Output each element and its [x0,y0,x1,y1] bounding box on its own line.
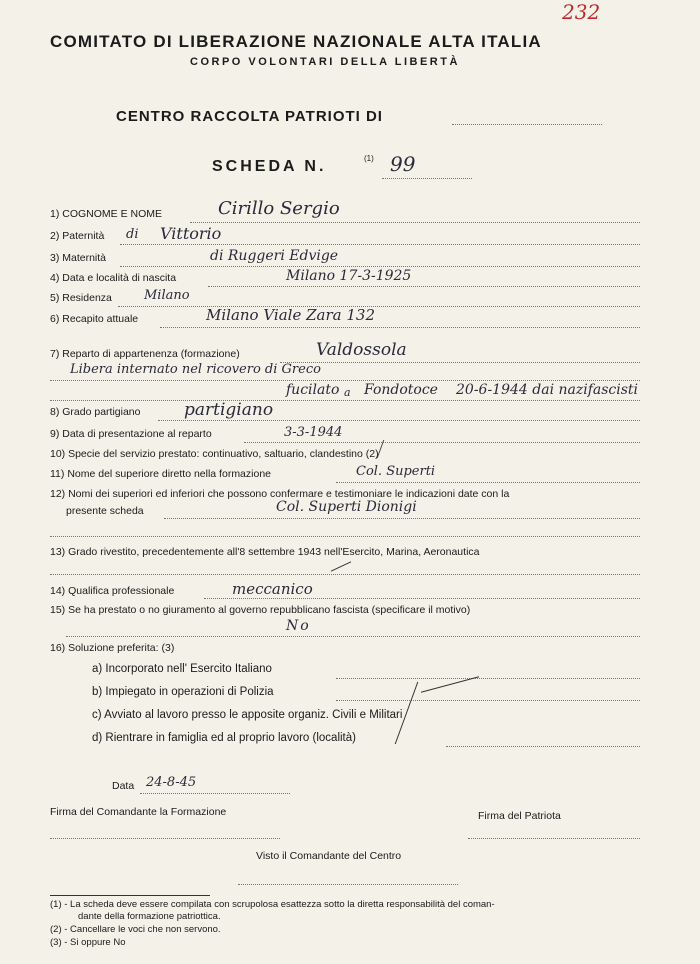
header-title: COMITATO DI LIBERAZIONE NAZIONALE ALTA ITALIA [50,32,542,51]
date-label: Data [112,780,135,792]
field-16-label: 16) Soluzione preferita: (3) [50,642,175,654]
field-7-value: Valdossola [316,340,407,360]
field-13-label: 13) Grado rivestito, precedentemente all'8 settembre 1943 nell'Esercito, Marina, Aeronautica [50,546,480,558]
field-1-label: 1) COGNOME E NOME [50,208,163,220]
field-11-value: Col. Superti [356,464,436,479]
field-14-label: 14) Qualifica professionale [50,585,175,597]
field-14-line [204,598,640,599]
archive-number: 232 [562,0,601,24]
field-5-label: 5) Residenza [50,292,112,304]
field-6-label: 6) Recapito attuale [50,313,139,325]
field-4-value: Milano 17-3-1925 [286,268,412,284]
visto-label: Visto il Comandante del Centro [256,850,402,862]
field-7-label: 7) Reparto di appartenenza (formazione) [50,348,240,360]
field-12-line [164,518,640,519]
field-11-line [336,482,640,483]
field-4-line [208,286,640,287]
field-10-label: 10) Specie del servizio prestato: continuativo, saltuario, clandestino (2) [50,448,379,460]
footnote-2: (2) - Cancellare le voci che non servono. [50,924,221,935]
field-15-line [66,636,640,637]
footnote-rule [50,895,210,896]
option-d-line [446,746,640,747]
option-b-line [336,700,640,701]
field-12-label2: presente scheda [66,505,144,517]
field-5-line [118,306,640,307]
field-5-value: Milano [144,288,190,303]
option-a-line [336,678,640,679]
field-9-line [244,442,640,443]
field-12-value: Col. Superti Dionigi [276,499,417,515]
scheda-label: SCHEDA N. [212,158,327,175]
header-subtitle: CORPO VOLONTARI DELLA LIBERTÀ [190,56,460,68]
signature-patriota-line [468,838,640,839]
option-c: c) Avviato al lavoro presso le apposite organiz. Civili e Militari [92,709,403,721]
field-12-label: 12) Nomi dei superiori ed inferiori che possono confermare e testimoniare le indicazioni date con la [50,488,510,500]
field-7-line2: Libera internato nel ricovero di Greco [70,362,321,377]
field-2-prefix: di [126,227,139,242]
field-8-value: partigiano [184,400,274,420]
field-7-line2-rule [50,380,640,381]
dash-mark [331,561,351,571]
field-6-line [160,327,640,328]
field-9-label: 9) Data di presentazione al reparto [50,428,212,440]
visto-line [238,884,458,885]
footnote-1: (1) - La scheda deve essere compilata con scrupolosa esattezza sotto la diretta responsabilità del coman- [50,899,495,910]
option-b: b) Impiegato in operazioni di Polizia [92,686,274,698]
field-4-label: 4) Data e località di nascita [50,272,177,284]
field-8-label: 8) Grado partigiano [50,406,141,418]
field-7-line [280,362,640,363]
centro-line [452,124,602,125]
date-value: 24-8-45 [146,775,197,790]
strike-mark [377,440,411,458]
signature-comandante-line [50,838,280,839]
field-15-label: 15) Se ha prestato o no giuramento al governo repubblicano fascista (specificare il motivo) [50,604,471,616]
date-line [140,793,290,794]
field-3-line [120,266,640,267]
field-2-label: 2) Paternità [50,230,105,242]
field-3-label: 3) Maternità [50,252,107,264]
field-1-value: Cirillo Sergio [218,198,340,219]
centro-label: CENTRO RACCOLTA PATRIOTI DI [116,108,383,125]
field-6-value: Milano Viale Zara 132 [206,306,375,324]
field-2-value: Vittorio [160,224,222,243]
signature-patriota-label: Firma del Patriota [478,810,561,822]
option-d: d) Rientrare in famiglia ed al proprio lavoro (località) [92,732,356,744]
field-7-line3b: a [344,386,351,399]
field-15-value: No [286,618,311,634]
scheda-number: 99 [390,152,416,176]
field-8-line [158,420,640,421]
field-9-value: 3-3-1944 [284,425,343,440]
scheda-line [382,178,472,179]
field-11-label: 11) Nome del superiore diretto nella formazione [50,468,272,480]
footnote-3: (3) - Si oppure No [50,937,126,948]
field-7-line3-rule [50,400,640,401]
scheda-note: (1) [364,154,374,163]
footnote-1b: dante della formazione patriottica. [78,911,221,922]
field-3-value: di Ruggeri Edvige [210,248,339,264]
field-1-line [190,222,640,223]
field-14-value: meccanico [232,580,313,598]
field-7-line3c: Fondotoce [364,382,438,398]
field-7-line3d: 20-6-1944 dai nazifascisti [456,382,639,398]
option-a: a) Incorporato nell' Esercito Italiano [92,663,272,675]
signature-comandante-label: Firma del Comandante la Formazione [50,806,227,818]
field-2-line [120,244,640,245]
field-12-line2 [50,536,640,537]
field-7-line3a: fucilato [286,382,340,398]
field-13-line [50,574,640,575]
